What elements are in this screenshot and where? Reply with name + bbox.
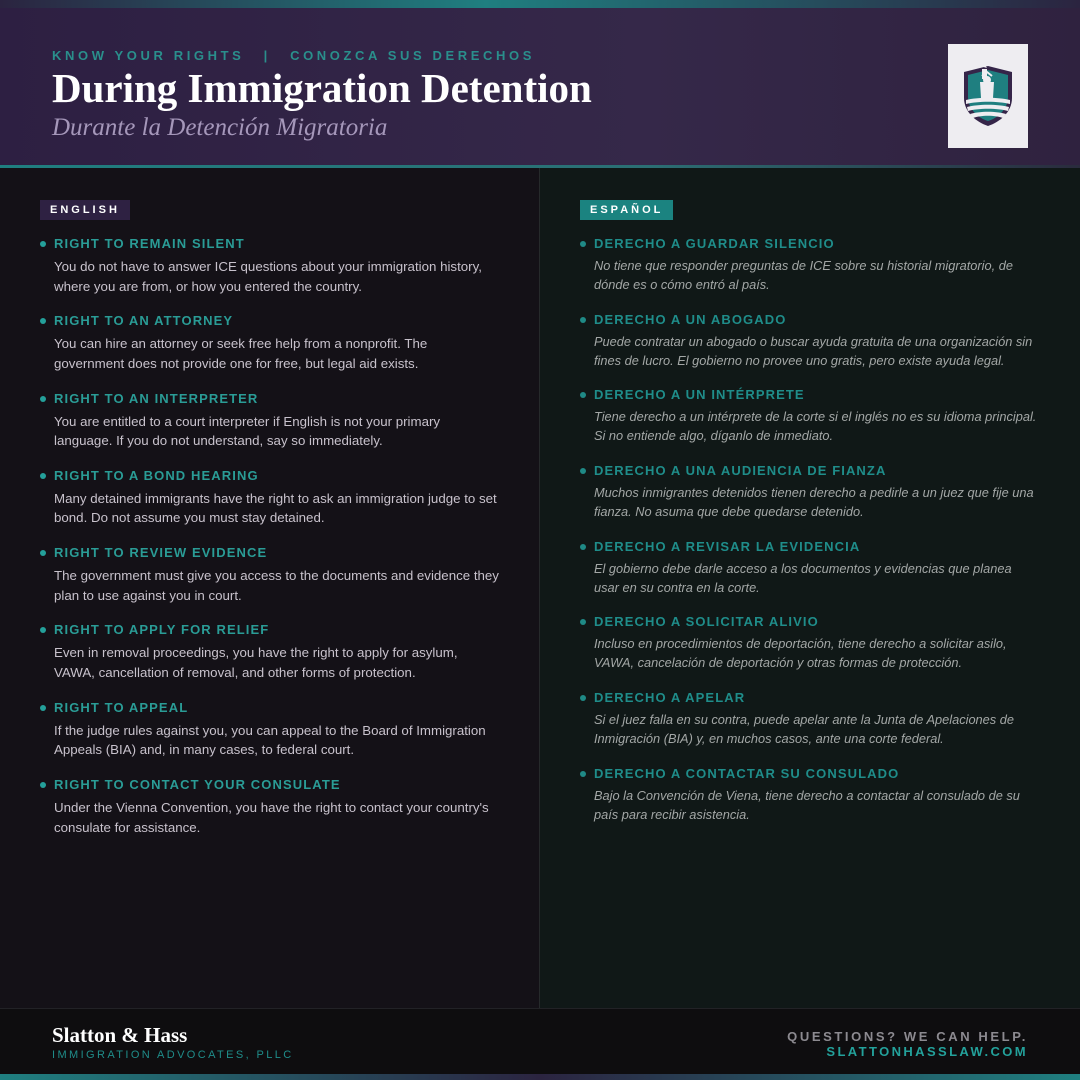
bullet-icon bbox=[580, 619, 586, 625]
english-right-title: RIGHT TO CONTACT YOUR CONSULATE bbox=[54, 777, 341, 793]
bullet-icon bbox=[580, 544, 586, 550]
spanish-right-item bbox=[580, 766, 1040, 842]
spanish-right-description: Muchos inmigrantes detenidos tienen derecho a pedirle a un juez que fije una fianza. No asuma que debe quedarse detenido. bbox=[594, 485, 1034, 520]
english-rights-list bbox=[40, 236, 500, 854]
english-right-description: You can hire an attorney or seek free help from a nonprofit. The government does not provide one for free, but legal aid exists. bbox=[54, 336, 428, 371]
english-right-description: If the judge rules against you, you can appeal to the Board of Immigration Appeals (BIA) and, in many cases, to federal court. bbox=[54, 722, 486, 758]
english-tag: ENGLISH bbox=[40, 200, 130, 220]
english-right-item bbox=[40, 700, 500, 777]
spanish-right-description: Si el juez falla en su contra, puede apelar ante la Junta de Apelaciones de Inmigración (BIA) y, en muchos casos, ante una corte federal. bbox=[594, 712, 1014, 747]
english-right-description: Many detained immigrants have the right to ask an immigration judge to set bond. Do not assume you must stay detained. bbox=[54, 490, 497, 526]
english-column bbox=[0, 168, 539, 1008]
english-right-item bbox=[40, 468, 500, 545]
bullet-icon bbox=[40, 550, 46, 556]
spanish-right-description: Tiene derecho a un intérprete de la corte si el inglés no es su idioma principal. Si no entiende algo, díganlo de inmediato. bbox=[594, 409, 1037, 444]
spanish-right-description: Puede contratar un abogado o buscar ayuda gratuita de una organización sin fines de lucro. El gobierno no provee uno gratis, pero existe ayuda legal. bbox=[594, 333, 1033, 368]
english-right-description: Even in removal proceedings, you have the right to apply for asylum, VAWA, cancellation of removal, and other forms of protection. bbox=[54, 645, 458, 680]
spanish-right-title: DERECHO A UN INTÉRPRETE bbox=[594, 387, 805, 403]
bullet-icon bbox=[40, 396, 46, 402]
firm-name: Slatton & Hass bbox=[52, 1023, 188, 1047]
english-right-description: Under the Vienna Convention, you have the right to contact your country's consulate for assistance. bbox=[54, 800, 489, 835]
kicker-english: KNOW YOUR RIGHTS bbox=[52, 48, 245, 63]
page-subtitle: Durante la Detención Migratoria bbox=[52, 114, 388, 141]
spanish-right-item bbox=[580, 690, 1040, 766]
header bbox=[0, 8, 1080, 166]
spanish-right-title: DERECHO A UN ABOGADO bbox=[594, 311, 787, 327]
english-right-item bbox=[40, 545, 500, 622]
footer bbox=[0, 1008, 1080, 1074]
bullet-icon bbox=[40, 782, 46, 788]
bullet-icon bbox=[40, 627, 46, 633]
bullet-icon bbox=[40, 318, 46, 324]
english-right-item bbox=[40, 313, 500, 390]
spanish-right-title: DERECHO A CONTACTAR SU CONSULADO bbox=[594, 765, 900, 781]
spanish-right-item bbox=[580, 614, 1040, 690]
spanish-right-item bbox=[580, 463, 1040, 539]
english-right-item bbox=[40, 777, 500, 854]
kicker-separator: | bbox=[263, 48, 271, 63]
english-right-item bbox=[40, 622, 500, 699]
english-right-title: RIGHT TO REVIEW EVIDENCE bbox=[54, 545, 268, 561]
spanish-right-item bbox=[580, 387, 1040, 463]
bullet-icon bbox=[40, 705, 46, 711]
spanish-right-description: Bajo la Convención de Viena, tiene derecho a contactar al consulado de su país para recibir asistencia. bbox=[594, 787, 1020, 822]
top-accent-bar bbox=[0, 0, 1080, 8]
spanish-right-title: DERECHO A GUARDAR SILENCIO bbox=[594, 236, 835, 251]
firm-logo bbox=[948, 44, 1028, 148]
bullet-icon bbox=[580, 695, 586, 701]
english-right-title: RIGHT TO A BOND HEARING bbox=[54, 467, 259, 483]
statue-of-liberty-shield-icon bbox=[960, 64, 1016, 128]
bullet-icon bbox=[580, 392, 586, 398]
spanish-right-title: DERECHO A UNA AUDIENCIA DE FIANZA bbox=[594, 463, 887, 479]
spanish-right-description: No tiene que responder preguntas de ICE sobre su historial migratorio, de dónde es o cómo entró al país. bbox=[594, 258, 1013, 292]
firm-tagline: IMMIGRATION ADVOCATES, PLLC bbox=[52, 1049, 294, 1061]
spanish-right-title: DERECHO A REVISAR LA EVIDENCIA bbox=[594, 538, 861, 554]
spanish-right-title: DERECHO A SOLICITAR ALIVIO bbox=[594, 614, 819, 630]
spanish-right-description: Incluso en procedimientos de deportación, tiene derecho a solicitar asilo, VAWA, cancelación de deportación y otras formas de protección. bbox=[594, 636, 1007, 671]
spanish-rights-list bbox=[580, 236, 1040, 842]
english-right-title: RIGHT TO REMAIN SILENT bbox=[54, 236, 245, 251]
bottom-accent-bar bbox=[0, 1074, 1080, 1080]
spanish-right-item bbox=[580, 236, 1040, 312]
english-right-description: The government must give you access to the documents and evidence they plan to use against you in court. bbox=[54, 568, 499, 603]
bullet-icon bbox=[40, 473, 46, 479]
bullet-icon bbox=[580, 771, 586, 777]
english-right-description: You do not have to answer ICE questions about your immigration history, where you are from, or how you entered the country. bbox=[54, 259, 482, 294]
english-right-title: RIGHT TO APPEAL bbox=[54, 699, 189, 715]
spanish-right-title: DERECHO A APELAR bbox=[594, 690, 746, 706]
english-right-description: You are entitled to a court interpreter if English is not your primary language. If you do not understand, say so immediately. bbox=[54, 413, 441, 449]
spanish-column bbox=[540, 168, 1080, 1008]
spanish-right-item bbox=[580, 539, 1040, 615]
website-link[interactable]: SLATTONHASSLAW.COM bbox=[826, 1044, 1028, 1059]
bullet-icon bbox=[40, 241, 46, 247]
spanish-tag: ESPAÑOL bbox=[580, 200, 673, 220]
spanish-right-item bbox=[580, 312, 1040, 388]
bullet-icon bbox=[580, 317, 586, 323]
english-right-title: RIGHT TO APPLY FOR RELIEF bbox=[54, 622, 270, 638]
bullet-icon bbox=[580, 241, 586, 247]
contact-prompt: QUESTIONS? WE CAN HELP. bbox=[787, 1029, 1028, 1044]
english-right-item bbox=[40, 236, 500, 313]
bullet-icon bbox=[580, 468, 586, 474]
header-kicker bbox=[52, 48, 535, 63]
english-right-item bbox=[40, 391, 500, 468]
page-title: During Immigration Detention bbox=[52, 65, 592, 111]
english-right-title: RIGHT TO AN ATTORNEY bbox=[54, 313, 234, 329]
kicker-spanish: CONOZCA SUS DERECHOS bbox=[290, 48, 535, 63]
english-right-title: RIGHT TO AN INTERPRETER bbox=[54, 390, 259, 406]
spanish-right-description: El gobierno debe darle acceso a los documentos y evidencias que planea usar en su contra en la corte. bbox=[594, 560, 1012, 595]
